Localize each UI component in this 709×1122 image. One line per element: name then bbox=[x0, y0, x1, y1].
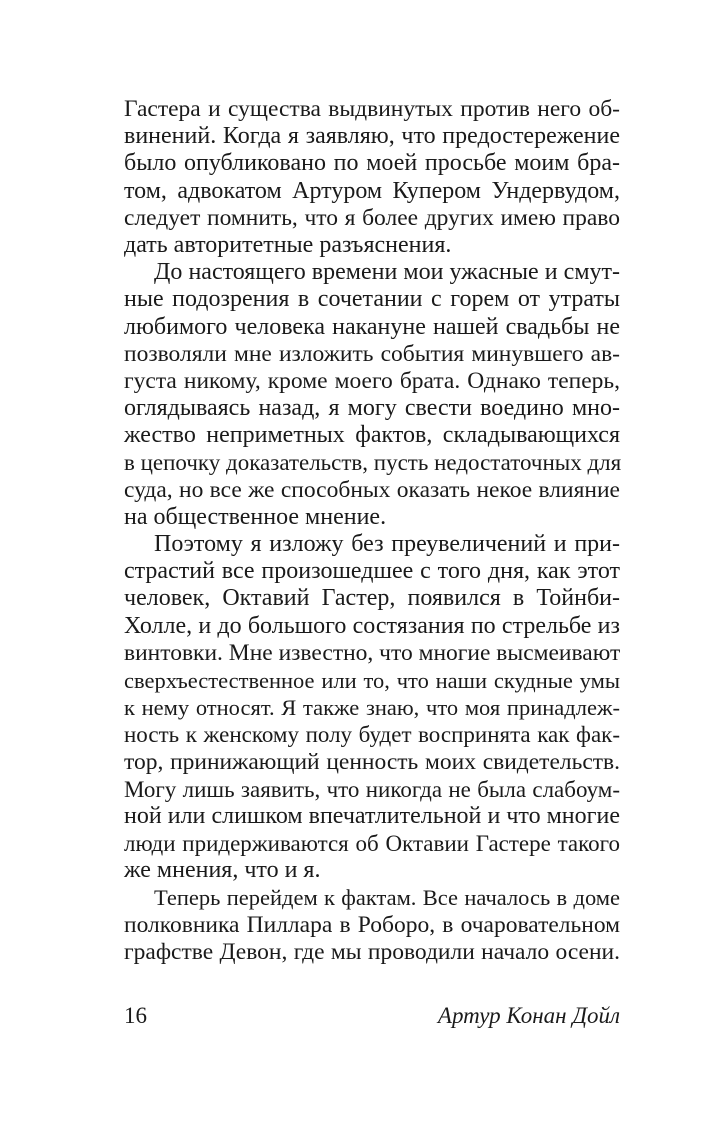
text-line: жество неприметных фактов, складывающихся bbox=[124, 422, 620, 449]
text-line: суда, но все же способных оказать некое влияние bbox=[124, 476, 620, 503]
text-line: ность к женскому полу будет воспринята как фак- bbox=[124, 722, 620, 748]
text-line: ные подозрения в сочетании с горем от утраты bbox=[124, 286, 620, 313]
text-line: же мнения, что и я. bbox=[124, 857, 321, 884]
text-line: винений. Когда я заявляю, что предостережение bbox=[124, 123, 620, 150]
text-line: оглядываясь назад, я могу свести воедино мно- bbox=[124, 395, 620, 422]
text-line: Холле, и до большого состязания по стрельбе из bbox=[124, 612, 620, 639]
running-footer-author: Артур Конан Дойл bbox=[437, 1003, 620, 1028]
page-footer bbox=[124, 1003, 620, 1033]
text-line: густа никому, кроме моего брата. Однако теперь, bbox=[124, 367, 620, 394]
text-line: человек, Октавий Гастер, появился в Тойнби- bbox=[124, 585, 620, 612]
text-line: винтовки. Мне известно, что многие высмеивают bbox=[124, 639, 621, 666]
text-line: следует помнить, что я более других имею право bbox=[124, 204, 620, 231]
text-line: Могу лишь заявить, что никогда не была слабоум- bbox=[124, 776, 620, 802]
text-line: сверхъестественное или то, что наши скудные умы bbox=[124, 667, 620, 693]
text-line: люди придерживаются об Октавии Гастере такого bbox=[124, 831, 620, 857]
text-line: тор, принижающий ценность моих свидетельств. bbox=[124, 748, 620, 775]
text-line: страстий все произошедшее с того дня, как этот bbox=[124, 558, 620, 585]
text-line: любимого человека накануне нашей свадьбы не bbox=[124, 313, 620, 340]
text-line: До настоящего времени мои ужасные и смут- bbox=[154, 259, 620, 286]
page-number: 16 bbox=[124, 1003, 147, 1028]
body-text bbox=[124, 96, 620, 966]
text-line: на общественное мнение. bbox=[124, 503, 387, 530]
text-line: дать авторитетные разъяснения. bbox=[124, 231, 452, 258]
text-line: графстве Девон, где мы проводили начало осени. bbox=[124, 938, 620, 965]
text-line: Гастера и существа выдвинутых против него об- bbox=[124, 96, 620, 122]
text-line: Теперь перейдем к фактам. Все началось в доме bbox=[154, 885, 620, 911]
text-line: полковника Пиллара в Роборо, в очаровательном bbox=[124, 911, 620, 938]
text-line: было опубликовано по моей просьбе моим бра- bbox=[124, 150, 620, 177]
text-line: в цепочку доказательств, пусть недостаточных для bbox=[124, 450, 622, 476]
text-line: позволяли мне изложить события минувшего ав- bbox=[124, 340, 620, 367]
text-line: к нему относят. Я также знаю, что моя принадлеж- bbox=[124, 695, 620, 721]
text-line: ной или слишком впечатлительной и что многие bbox=[124, 802, 620, 829]
text-line: том, адвокатом Артуром Купером Ундервудом, bbox=[124, 177, 620, 204]
text-line: Поэтому я изложу без преувеличений и при- bbox=[154, 531, 620, 557]
